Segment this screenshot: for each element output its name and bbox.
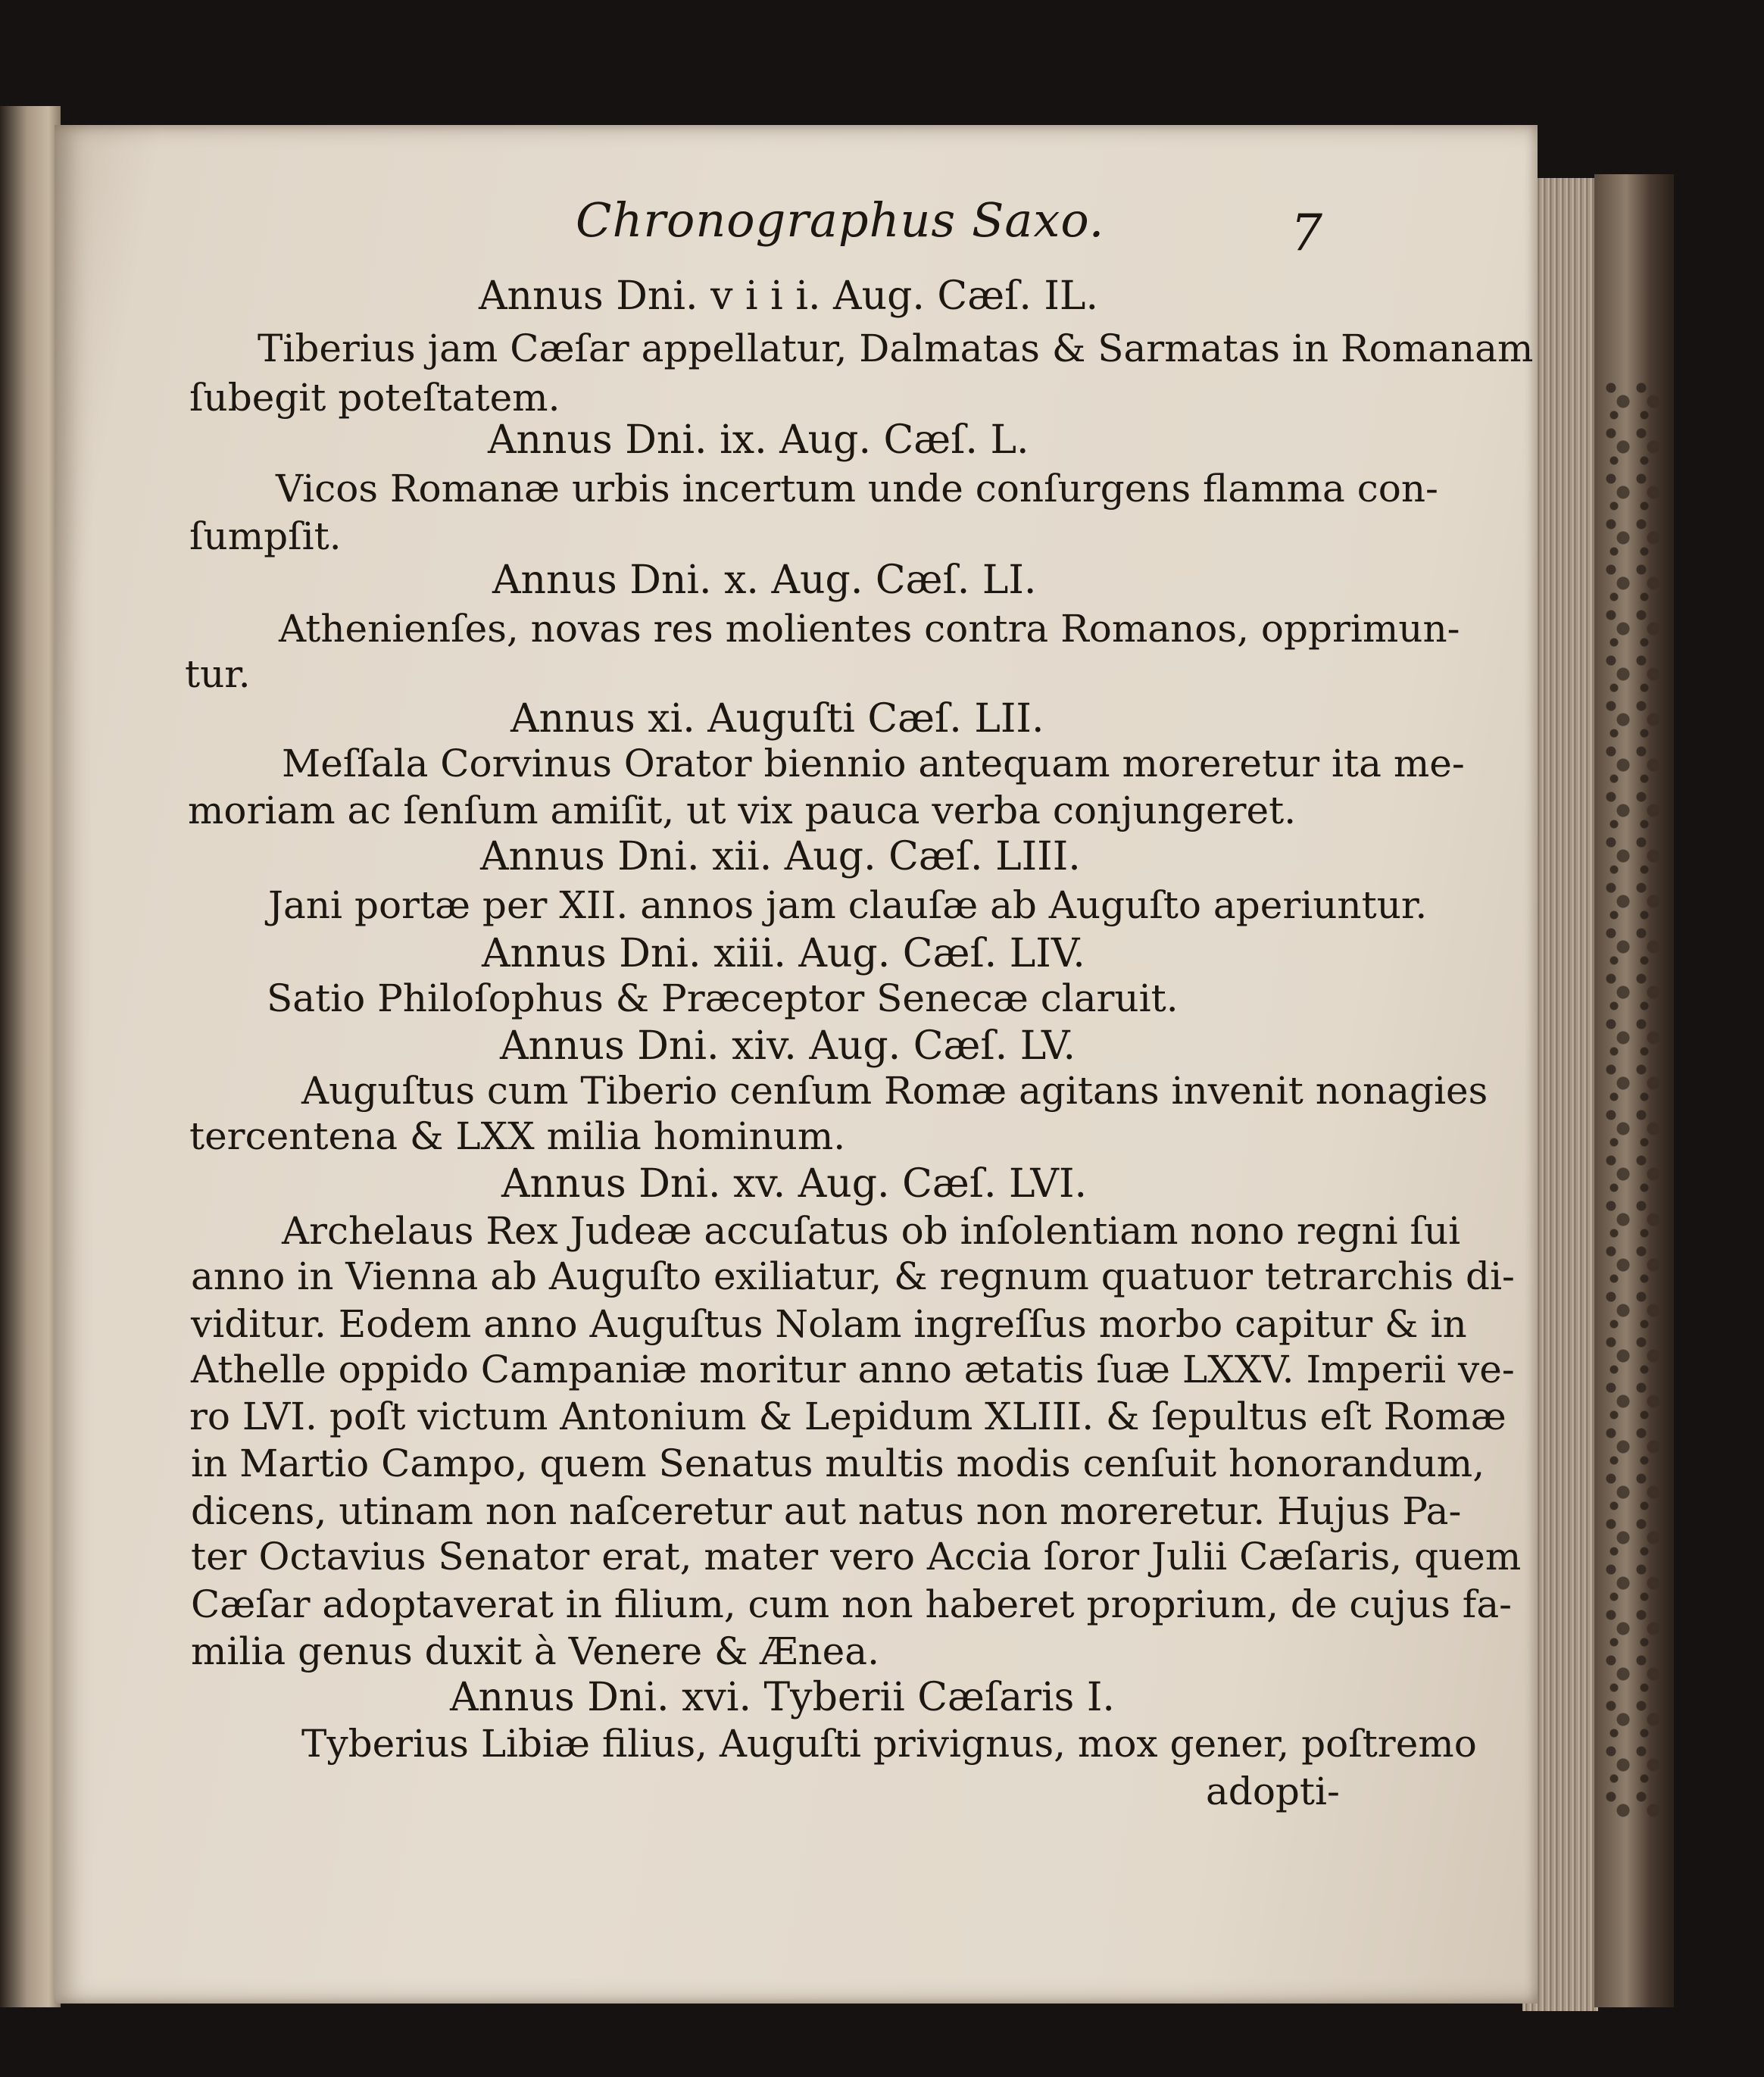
entry-line: in Martio Campo, quem Senatus multis modis cenſuit honorandum, bbox=[191, 1441, 1485, 1485]
entry-line: tercentena & LXX milia hominum. bbox=[189, 1114, 846, 1158]
cover-speckle bbox=[1602, 379, 1663, 1818]
entry-line: moriam ac ſenſum amiſit, ut vix pauca verba conjungeret. bbox=[188, 789, 1297, 832]
catchword: adopti- bbox=[1206, 1769, 1340, 1813]
year-heading: Annus xi. Auguſti Cæſ. LII. bbox=[510, 696, 1044, 742]
entry-line: ſubegit poteſtatem. bbox=[189, 376, 560, 420]
entry-line: ter Octavius Senator erat, mater vero Accia ſoror Julii Cæſaris, quem bbox=[191, 1535, 1522, 1579]
entry-line: dicens, utinam non naſceretur aut natus non moreretur. Hujus Pa- bbox=[191, 1489, 1462, 1533]
entry-line: Satio Philoſophus & Præceptor Senecæ claruit. bbox=[267, 976, 1179, 1020]
entry-line: Auguſtus cum Tiberio cenſum Romæ agitans invenit nonagies bbox=[301, 1069, 1488, 1113]
entry-line: Tiberius jam Cæſar appellatur, Dalmatas & Sarmatas in Romanam bbox=[258, 326, 1534, 370]
entry-line: Athelle oppido Campaniæ moritur anno ætatis ſuæ LXXV. Imperii ve- bbox=[191, 1348, 1515, 1391]
page-number: 7 bbox=[1291, 204, 1322, 262]
entry-line: viditur. Eodem anno Auguſtus Nolam ingreſſus morbo capitur & in bbox=[191, 1302, 1467, 1346]
year-heading: Annus Dni. xiv. Aug. Cæſ. LV. bbox=[500, 1023, 1076, 1069]
year-heading: Annus Dni. x. Aug. Cæſ. LI. bbox=[492, 558, 1037, 603]
entry-line: anno in Vienna ab Auguſto exiliatur, & regnum quatuor tetrarchis di- bbox=[191, 1254, 1515, 1298]
entry-line: Vicos Romanæ urbis incertum unde conſurgens flamma con- bbox=[276, 467, 1438, 511]
entry-line: Meſſala Corvinus Orator biennio antequam moreretur ita me- bbox=[282, 742, 1465, 786]
entry-line: Athenienſes, novas res molientes contra Romanos, opprimun- bbox=[279, 607, 1460, 651]
year-heading: Annus Dni. xiii. Aug. Cæſ. LIV. bbox=[482, 931, 1085, 976]
entry-line: milia genus duxit à Venere & Ænea. bbox=[191, 1629, 879, 1673]
year-heading: Annus Dni. v i i i. Aug. Cæſ. IL. bbox=[479, 273, 1098, 319]
entry-line: ro LVI. poſt victum Antonium & Lepidum XLIII. & ſepultus eſt Romæ bbox=[189, 1395, 1506, 1438]
book-page bbox=[55, 125, 1538, 2004]
running-head: Chronographus Saxo. bbox=[576, 192, 1105, 248]
year-heading: Annus Dni. xv. Aug. Cæſ. LVI. bbox=[501, 1161, 1088, 1207]
year-heading: Annus Dni. xvi. Tyberii Cæſaris I. bbox=[450, 1675, 1115, 1720]
entry-line: Cæſar adoptaverat in filium, cum non haberet proprium, de cujus fa- bbox=[191, 1582, 1513, 1626]
left-page-edge bbox=[0, 106, 61, 2007]
entry-line: tur. bbox=[185, 652, 251, 696]
year-heading: Annus Dni. ix. Aug. Cæſ. L. bbox=[488, 417, 1029, 463]
entry-line: Jani portæ per XII. annos jam clauſæ ab Auguſto aperiuntur. bbox=[268, 883, 1428, 927]
entry-line: Archelaus Rex Judeæ accuſatus ob inſolentiam nono regni ſui bbox=[282, 1209, 1461, 1253]
year-heading: Annus Dni. xii. Aug. Cæſ. LIII. bbox=[480, 834, 1081, 879]
entry-line: Tyberius Libiæ filius, Auguſti privignus, mox gener, poſtremo bbox=[301, 1722, 1477, 1766]
entry-line: ſumpſit. bbox=[189, 514, 342, 558]
